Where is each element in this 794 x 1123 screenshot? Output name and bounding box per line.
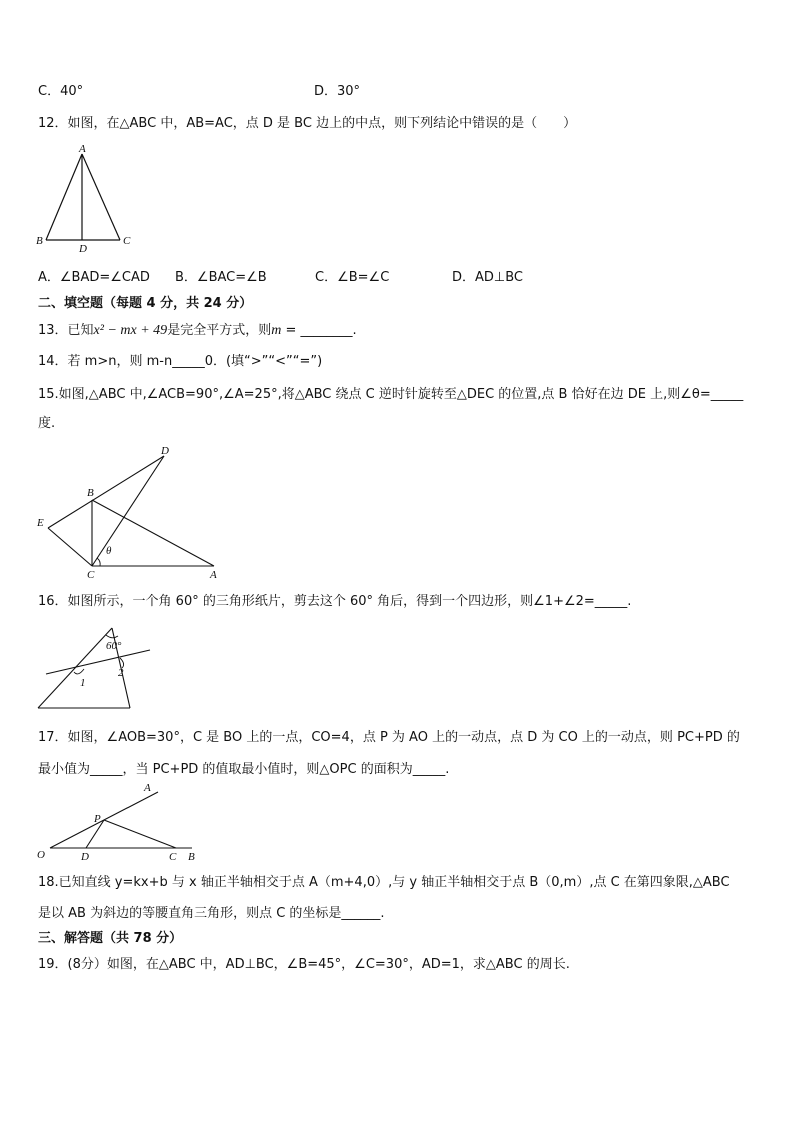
q17-line2: 最小值为_____，当 PC+PD 的值取最小值时，则△OPC 的面积为_____. xyxy=(38,762,450,777)
section3-title: 三、解答题（共 78 分） xyxy=(38,931,183,946)
q15-rotation-figure xyxy=(34,442,224,582)
q16-label-2: 2 xyxy=(118,667,124,679)
q13-variable: m xyxy=(271,323,282,338)
q15-label-e: E xyxy=(37,517,44,529)
q12-triangle-figure xyxy=(34,144,138,256)
q18-line1: 18.已知直线 y=kx+b 与 x 轴正半轴相交于点 A（m+4,0）,与 y 轴正半轴相交于点 B（0,m）,点 C 在第四象限,△ABC xyxy=(38,875,730,890)
q15-label-c: C xyxy=(87,569,95,581)
q16-cut-triangle-figure xyxy=(34,622,162,712)
q17-label-o: O xyxy=(37,849,45,861)
q17-label-b: B xyxy=(188,851,195,862)
q15-label-a: A xyxy=(210,569,217,581)
q18-line2: 是以 AB 为斜边的等腰直角三角形，则点 C 的坐标是______. xyxy=(38,906,385,921)
q15-label-d: D xyxy=(161,445,169,457)
q13-middle: 是完全平方式，则 xyxy=(167,323,272,338)
q13-text xyxy=(38,323,357,339)
q13-prefix: 13．已知 xyxy=(38,323,94,338)
q19-text: 19．(8分）如图，在△ABC 中，AD⊥BC，∠B=45°，∠C=30°，AD=1，求△ABC 的周长. xyxy=(38,957,570,972)
q17-angle-figure xyxy=(34,782,206,862)
q13-expression: x² − mx + 49 xyxy=(93,323,168,338)
q12-option-c: C．∠B=∠C xyxy=(315,270,390,285)
q15-line2: 度. xyxy=(38,416,56,431)
q17-line1: 17．如图，∠AOB=30°，C 是 BO 上的一点，CO=4，点 P 为 AO 上的一动点，点 D 为 CO 上的一动点，则 PC+PD 的 xyxy=(38,730,740,745)
q12-stem: 12．如图，在△ABC 中，AB=AC，点 D 是 BC 边上的中点，则下列结论中错误的是（ ） xyxy=(38,116,577,131)
q17-label-c: C xyxy=(169,851,177,862)
q17-label-d: D xyxy=(81,851,89,862)
q15-label-theta: θ xyxy=(106,545,112,557)
q12-label-a: A xyxy=(79,144,86,155)
q15-label-b: B xyxy=(87,487,94,499)
q12-label-d: D xyxy=(79,243,87,255)
q17-label-p: P xyxy=(94,813,101,825)
q12-label-b: B xyxy=(36,235,43,247)
q11-option-d: D．30° xyxy=(314,84,361,99)
q16-label-60: 60° xyxy=(106,640,122,652)
q12-option-b: B．∠BAC=∠B xyxy=(175,270,267,285)
q11-option-c: C．40° xyxy=(38,84,84,99)
q12-label-c: C xyxy=(123,235,131,247)
q16-text: 16．如图所示，一个角 60° 的三角形纸片，剪去这个 60° 角后，得到一个四边形，则∠1+∠2=_____. xyxy=(38,594,632,609)
q12-option-d: D．AD⊥BC xyxy=(452,270,524,285)
section2-title: 二、填空题（每题 4 分，共 24 分） xyxy=(38,296,253,311)
q15-line1: 15.如图,△ABC 中,∠ACB=90°,∠A=25°,将△ABC 绕点 C 逆时针旋转至△DEC 的位置,点 B 恰好在边 DE 上,则∠θ=_____ xyxy=(38,387,744,402)
q17-label-a: A xyxy=(144,782,151,794)
q16-label-1: 1 xyxy=(80,677,86,689)
q12-option-a: A．∠BAD=∠CAD xyxy=(38,270,150,285)
q14-text: 14．若 m>n，则 m-n_____0．(填“>”“<”“=”) xyxy=(38,354,323,369)
q13-suffix: = ________. xyxy=(281,323,357,338)
